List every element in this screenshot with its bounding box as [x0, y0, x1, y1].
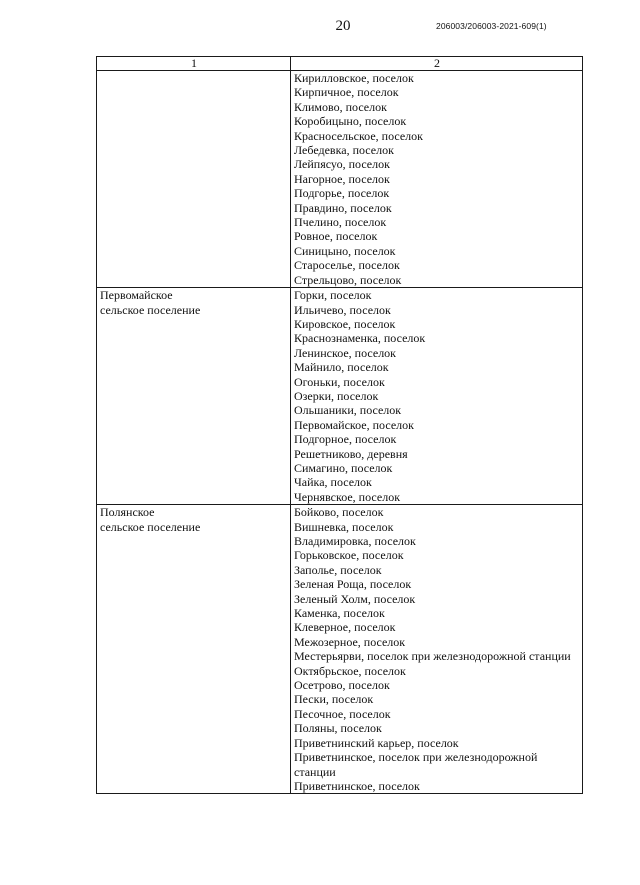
- list-item: Кирилловское, поселок: [294, 71, 414, 85]
- list-item: Синицыно, поселок: [294, 243, 396, 258]
- places-cell: [291, 505, 583, 794]
- district-name-line: сельское поселение: [100, 519, 201, 534]
- district-name-line: сельское поселение: [100, 302, 201, 317]
- district-name-line: Первомайское: [100, 288, 173, 303]
- page-number: 20: [335, 18, 351, 34]
- list-item: Бойково, поселок: [294, 505, 384, 520]
- list-item: Поляны, поселок: [294, 721, 382, 736]
- place-list: [294, 71, 580, 287]
- list-item: Ровное, поселок: [294, 229, 378, 244]
- list-item: Правдино, поселок: [294, 200, 392, 215]
- district-cell: [97, 288, 291, 505]
- list-item: Решетниково, деревня: [294, 446, 408, 461]
- list-item: Пески, поселок: [294, 692, 374, 707]
- list-item: Каменка, поселок: [294, 606, 385, 621]
- list-item: Осетрово, поселок: [294, 678, 390, 693]
- list-item: Ильичево, поселок: [294, 302, 391, 317]
- list-item: Заполье, поселок: [294, 562, 382, 577]
- list-item: Горьковское, поселок: [294, 548, 404, 563]
- list-item: Первомайское, поселок: [294, 417, 414, 432]
- list-item: Краснознаменка, поселок: [294, 331, 426, 346]
- list-item: Климово, поселок: [294, 99, 387, 114]
- list-item: Лебедевка, поселок: [294, 143, 394, 158]
- list-item: Приветнинское, поселок при железнодорожной станции: [294, 750, 538, 779]
- list-item: Староселье, поселок: [294, 258, 400, 273]
- place-list: [294, 505, 580, 793]
- list-item: Ольшаники, поселок: [294, 403, 402, 418]
- table-row: [97, 505, 583, 794]
- list-item: Межозерное, поселок: [294, 634, 406, 649]
- list-item: Горки, поселок: [294, 288, 372, 303]
- list-item: Октябрьское, поселок: [294, 663, 406, 678]
- list-item: Озерки, поселок: [294, 388, 379, 403]
- list-item: Зеленая Роща, поселок: [294, 577, 412, 592]
- list-item: Вишневка, поселок: [294, 519, 394, 534]
- places-cell: [291, 288, 583, 505]
- list-item: Чайка, поселок: [294, 475, 372, 490]
- list-item: Ленинское, поселок: [294, 345, 397, 360]
- district-cell: [97, 71, 291, 288]
- list-item: Пчелино, поселок: [294, 215, 387, 230]
- list-item: Клеверное, поселок: [294, 620, 396, 635]
- list-item: Местерьярви, поселок при железнодорожной станции: [294, 649, 571, 664]
- list-item: Нагорное, поселок: [294, 171, 390, 186]
- list-item: Коробицыно, поселок: [294, 114, 407, 129]
- table-row: [97, 288, 583, 505]
- list-item: Подгорное, поселок: [294, 432, 397, 447]
- list-item: Майнило, поселок: [294, 360, 389, 375]
- document-id: 206003/206003-2021-609(1): [436, 21, 547, 31]
- list-item: Чернявское, поселок: [294, 489, 401, 504]
- column-header-2: 2: [291, 57, 583, 71]
- district-name-line: Полянское: [100, 505, 155, 520]
- list-item: Песочное, поселок: [294, 706, 391, 721]
- table-header-row: [97, 57, 583, 71]
- district-cell: [97, 505, 291, 794]
- settlements-table: [96, 56, 583, 794]
- list-item: Зеленый Холм, поселок: [294, 591, 416, 606]
- list-item: Приветнинский карьер, поселок: [294, 735, 459, 750]
- column-header-1: 1: [97, 57, 291, 71]
- list-item: Стрельцово, поселок: [294, 272, 402, 287]
- list-item: Приветнинское, поселок: [294, 778, 420, 793]
- list-item: Кирпичное, поселок: [294, 85, 399, 100]
- list-item: Симагино, поселок: [294, 460, 393, 475]
- list-item: Лейпясуо, поселок: [294, 157, 390, 172]
- list-item: Кировское, поселок: [294, 316, 396, 331]
- list-item: Подгорье, поселок: [294, 186, 390, 201]
- place-list: [294, 288, 580, 504]
- list-item: Огоньки, поселок: [294, 374, 385, 389]
- list-item: Красносельское, поселок: [294, 128, 423, 143]
- table-row: [97, 71, 583, 288]
- list-item: Владимировка, поселок: [294, 534, 416, 548]
- places-cell: [291, 71, 583, 288]
